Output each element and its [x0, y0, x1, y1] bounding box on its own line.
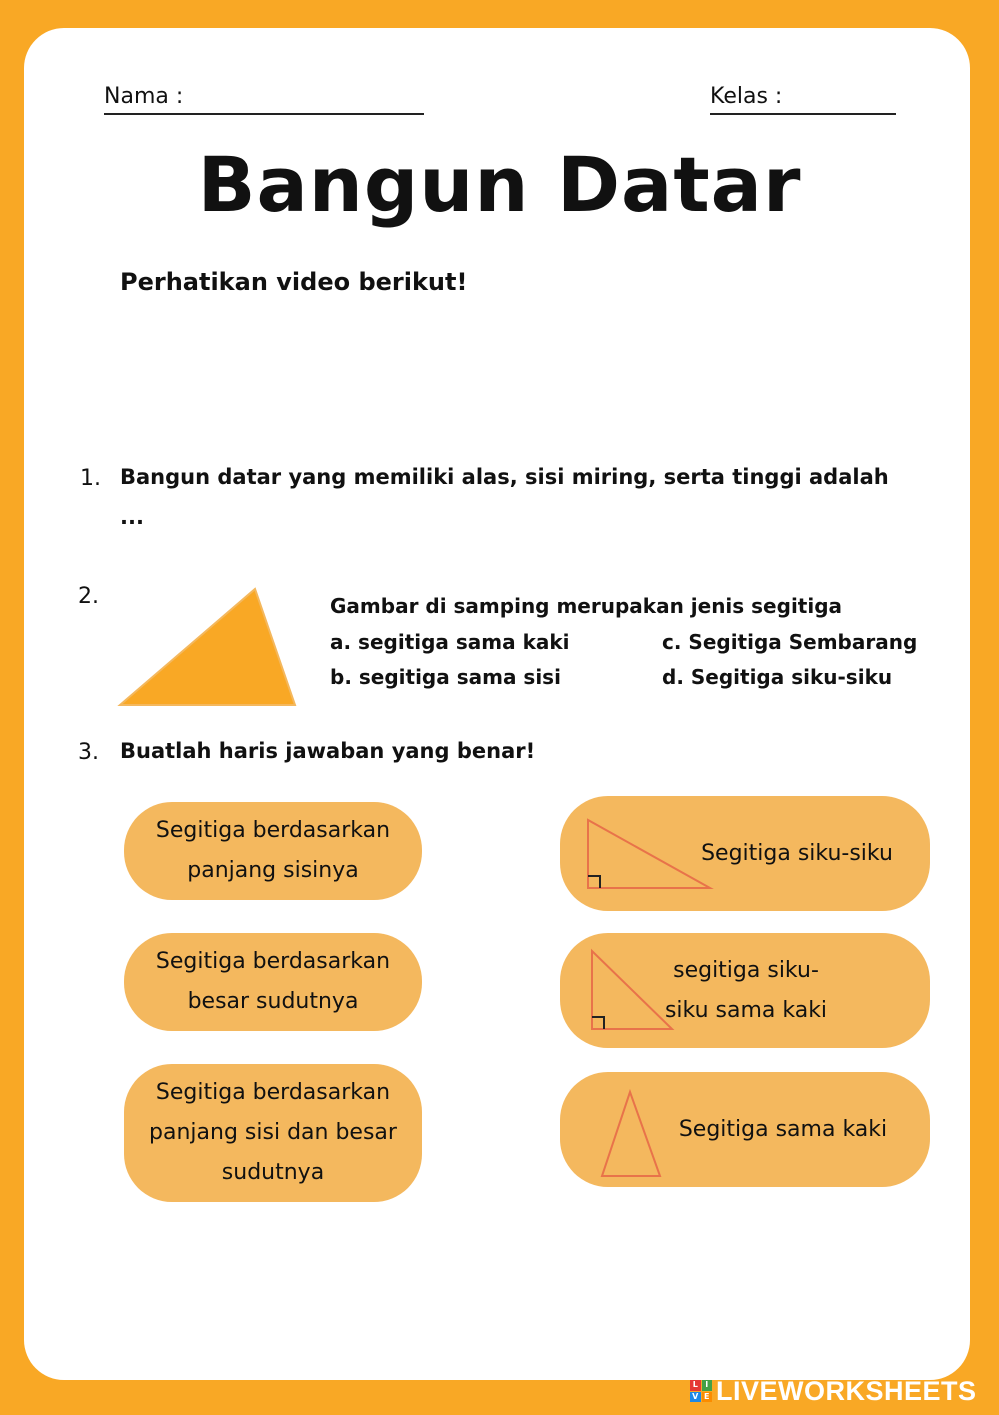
- scalene-triangle-shape: [120, 589, 295, 705]
- match-right-item-2-label: segitiga siku-siku sama kaki: [664, 958, 828, 1023]
- match-left-item-1-label: Segitiga berdasarkan panjang sisinya: [155, 818, 391, 883]
- match-right-item-2[interactable]: [560, 933, 930, 1048]
- mark-letter-i: I: [702, 1380, 713, 1391]
- name-input-line[interactable]: [104, 113, 424, 115]
- match-right-item-1[interactable]: [560, 796, 930, 911]
- page-title: Bangun Datar: [197, 140, 802, 229]
- match-right-item-1-label: Segitiga siku-siku: [701, 841, 893, 866]
- question-2-number: 2.: [78, 584, 99, 609]
- option-c[interactable]: c. Segitiga Sembarang: [662, 630, 918, 654]
- class-input-line[interactable]: [710, 113, 896, 115]
- match-left-item-1[interactable]: [124, 802, 422, 900]
- question-3-text: Buatlah haris jawaban yang benar!: [120, 739, 536, 763]
- instruction-text: Perhatikan video berikut!: [120, 268, 468, 296]
- option-b[interactable]: b. segitiga sama sisi: [330, 665, 561, 689]
- match-right-item-3[interactable]: [560, 1072, 930, 1187]
- question-3-number: 3.: [78, 740, 99, 765]
- option-a[interactable]: a. segitiga sama kaki: [330, 630, 570, 654]
- scalene-triangle-image: [115, 585, 305, 710]
- name-label: Nama :: [104, 84, 184, 109]
- question-1-number: 1.: [80, 466, 101, 491]
- mark-letter-e: E: [702, 1392, 713, 1403]
- match-left-item-2-label: Segitiga berdasarkan besar sudutnya: [155, 949, 391, 1014]
- mark-letter-l: L: [690, 1380, 701, 1391]
- question-1-text: Bangun datar yang memiliki alas, sisi miring, serta tinggi adalah: [120, 465, 889, 489]
- match-left-item-2[interactable]: [124, 933, 422, 1031]
- mark-letter-v: V: [690, 1392, 701, 1403]
- liveworksheets-wordmark: LIVEWORKSHEETS: [716, 1375, 977, 1406]
- match-left-item-3[interactable]: [124, 1064, 422, 1202]
- match-left-item-3-label: Segitiga berdasarkan panjang sisi dan besar sudutnya: [149, 1080, 397, 1185]
- match-right-item-3-label: Segitiga sama kaki: [678, 1117, 888, 1142]
- liveworksheets-logo: [690, 1374, 977, 1408]
- class-label: Kelas :: [710, 84, 783, 109]
- liveworksheets-mark-icon: [690, 1380, 712, 1402]
- isosceles-triangle-icon: [598, 1088, 664, 1180]
- question-2-prompt: Gambar di samping merupakan jenis segitiga: [330, 594, 843, 618]
- option-d[interactable]: d. Segitiga siku-siku: [662, 665, 893, 689]
- question-1-continuation: ...: [120, 505, 144, 529]
